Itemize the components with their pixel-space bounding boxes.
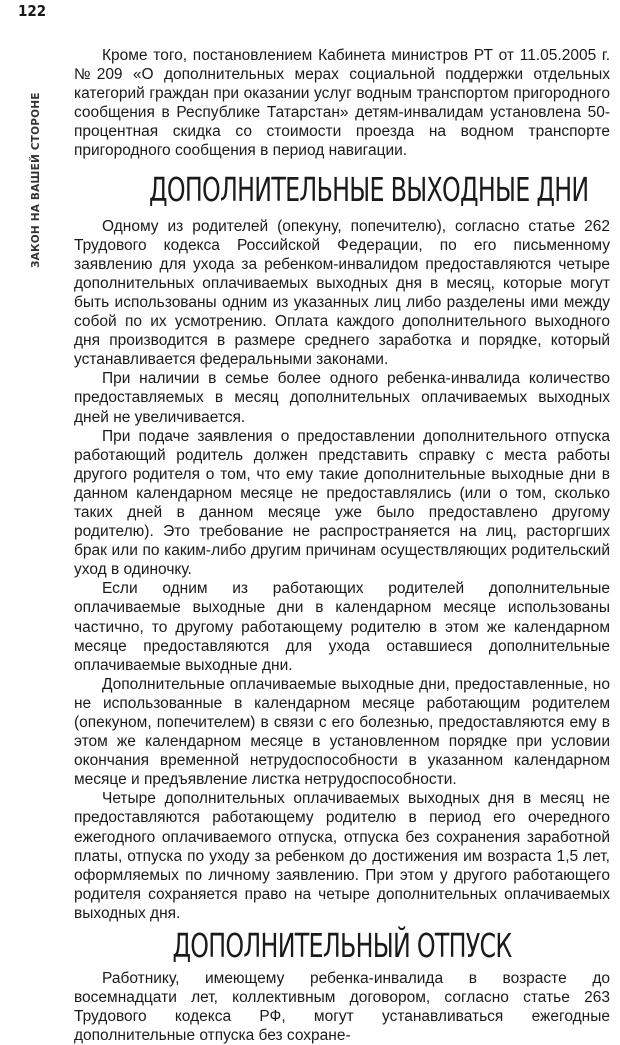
paragraph: Дополнительные оплачиваемые выходные дни, предоставленные, но не использованные в календарном месяце работающим родителем (опекуном, попечителем) в связи с его болезнью, предоставляются ему в этом же календарном месяце в установленном порядке при условии окончания временной нетрудоспособности в указанном календарном месяце и предъявление листка нетрудоспособности. — [74, 675, 610, 789]
paragraph: При подаче заявления о предоставлении дополнительного отпуска работающий родитель должен представить справку с места работы другого родителя о том, что ему такие дополнительные выходные дни в данном календарном месяце не предоставлялись (или о том, сколько таких дней в данном месяце уже было предоставлено другому родителю). Это требование не распространяется на лиц, расторгших брак или по каким-либо другим причинам осуществляющих родительский уход в одиночку. — [74, 427, 610, 579]
paragraph: Одному из родителей (опекуну, попечителю), согласно статье 262 Трудового кодекса Российской Федерации, по его письменному заявлению для ухода за ребенком-инвалидом предоставляются четыре дополнительных оплачиваемых выходных дня в месяц, которые могут быть использованы одним из указанных лиц либо разделены ими между собой по их усмотрению. Оплата каждого дополнительного выходного дня производится в размере среднего заработка и порядке, который устанавливается федеральными законами. — [74, 217, 610, 369]
section-title-additional-leave: ДОПОЛНИТЕЛЬНЫЙ ОТПУСК — [172, 926, 512, 966]
section-title-additional-days-off: ДОПОЛНИТЕЛЬНЫЕ ВЫХОДНЫЕ ДНИ — [149, 169, 589, 209]
paragraph: При наличии в семье более одного ребенка-инвалида количество предоставляемых в месяц дополнительных оплачиваемых выходных дней не увеличивается. — [74, 370, 610, 426]
running-title: ЗАКОН НА ВАШЕЙ СТОРОНЕ — [30, 92, 42, 268]
intro-paragraph: Кроме того, постановлением Кабинета министров РТ от 11.05.2005 г. №209 «О дополнительных мерах социальной поддержки отдельных категорий граждан при оказании услуг водным транспортом пригородного сообщения в Республике Татарстан» детям-инвалидам установлена 50-процентная скидка со стоимости проезда на водном транспорте пригородного сообщения в период навигации. — [74, 47, 610, 160]
page-number: 122 — [18, 2, 47, 20]
paragraph: Четыре дополнительных оплачиваемых выходных дня в месяц не предоставляются работающему родителю в период его очередного ежегодного оплачиваемого отпуска, отпуска без сохранения заработной платы, отпуска по уходу за ребенком до достижения им возраста 1,5 лет, оформляемых по личному заявлению. При этом у другого работающего родителя сохраняется право на четыре дополнительных оплачиваемых выходных дня. — [74, 790, 610, 922]
page-content — [74, 46, 610, 1045]
paragraph: Если одним из работающих родителей дополнительные оплачиваемые выходные дни в календарном месяце использованы частично, то другому работающему родителю в этом же календарном месяце предоставляются для ухода оставшиеся дополнительные оплачиваемые выходные дни. — [74, 580, 610, 674]
paragraph: Работнику, имеющему ребенка-инвалида в возрасте до восемнадцати лет, коллективным договором, согласно статье 263 Трудового кодекса РФ, могут устанавливаться ежегодные дополнительные отпуска без сохране- — [74, 970, 610, 1045]
